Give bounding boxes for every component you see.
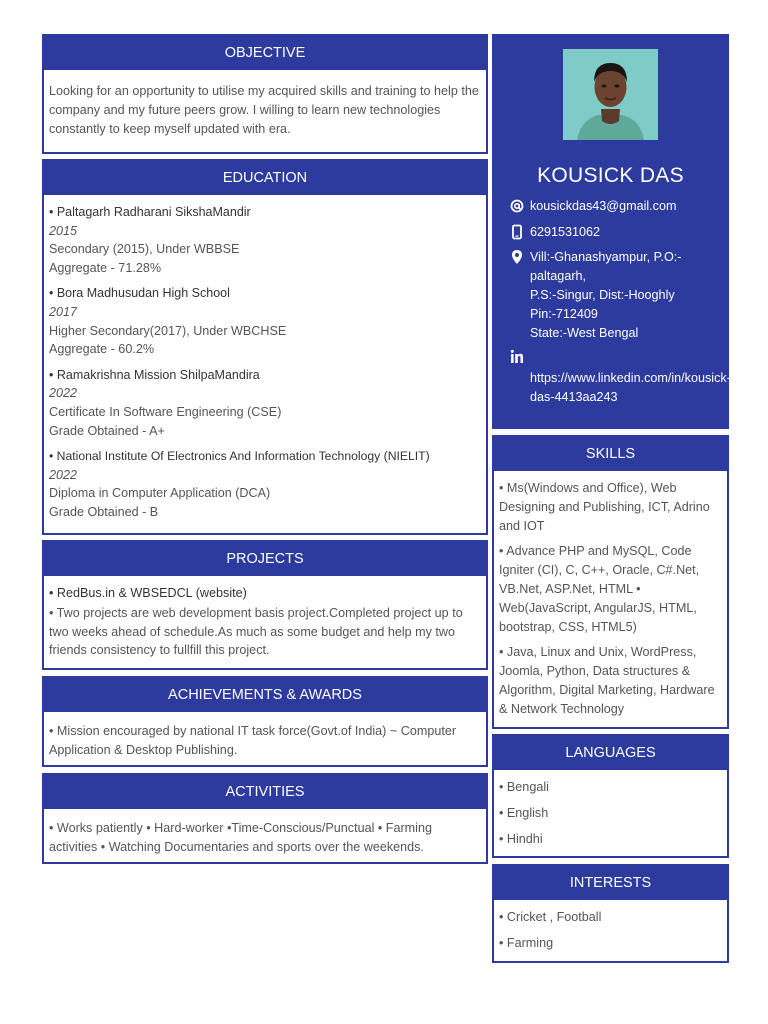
education-item [49, 203, 481, 277]
education-result: Aggregate - 71.28% [49, 260, 162, 275]
skills-section [492, 435, 729, 729]
address [530, 248, 731, 343]
project-title: • RedBus.in & WBSEDCL (website) [49, 586, 247, 600]
achievements-heading: ACHIEVEMENTS & AWARDS [44, 678, 486, 712]
address-line: Vill:-Ghanashyampur, P.O:- [530, 250, 682, 264]
education-detail: Certificate In Software Engineering (CSE) [49, 404, 282, 419]
objective-text: Looking for an opportunity to utilise my acquired skills and training to help the company and my future peers grow. I willing to learn new technologies constantly to keep myself updated with era. [49, 84, 479, 136]
interest-item: • Farming [499, 935, 554, 950]
linkedin-link[interactable]: https://www.linkedin.com/in/kousick-das-4413aa243 [530, 371, 731, 404]
education-year: 2015 [49, 223, 78, 238]
address-line: P.S:-Singur, Dist:-Hooghly [530, 287, 675, 302]
languages-list [494, 770, 727, 861]
linkedin-icon [510, 349, 524, 365]
skills-list [494, 471, 727, 732]
education-year: 2022 [49, 386, 78, 401]
achievements-text: • Mission encouraged by national IT task force(Govt.of India) ~ Computer Application & Desktop Publishing. [49, 724, 457, 757]
education-result: Grade Obtained - B [49, 504, 159, 519]
address-line: paltagarh, [530, 268, 587, 283]
person-avatar-icon [563, 49, 658, 140]
education-result: Aggregate - 60.2% [49, 342, 155, 357]
profile-panel [492, 34, 729, 429]
education-item [49, 447, 481, 521]
email-link[interactable]: kousickdas43@gmail.com [530, 199, 677, 213]
linkedin-row [510, 348, 729, 408]
achievements-section [42, 676, 488, 767]
education-school: • Paltagarh Radharani SikshaMandir [49, 205, 251, 219]
education-item [49, 284, 481, 358]
skills-heading: SKILLS [494, 437, 727, 471]
language-item: • English [499, 805, 549, 820]
education-school: • Ramakrishna Mission ShilpaMandira [49, 367, 260, 382]
interests-heading: INTERESTS [494, 866, 727, 900]
education-year: 2022 [49, 467, 78, 482]
phone-number: 6291531062 [530, 225, 601, 239]
email-row [510, 197, 729, 217]
interests-section [492, 864, 729, 963]
language-item: • Hindhi [499, 831, 543, 846]
languages-heading: LANGUAGES [494, 736, 727, 770]
language-item: • Bengali [499, 780, 549, 794]
education-detail: Diploma in Computer Application (DCA) [49, 486, 271, 501]
phone-row [510, 223, 729, 243]
address-row [510, 248, 729, 344]
education-detail: Higher Secondary(2017), Under WBCHSE [49, 323, 287, 338]
projects-section [42, 540, 488, 670]
mobile-phone-icon [510, 224, 524, 240]
education-school: • Bora Madhusudan High School [49, 286, 230, 301]
education-detail: Secondary (2015), Under WBBSE [49, 242, 240, 257]
interest-item: • Cricket , Football [499, 910, 602, 924]
education-school: • National Institute Of Electronics And Information Technology (NIELIT) [49, 449, 430, 464]
education-result: Grade Obtained - A+ [49, 423, 165, 438]
projects-heading: PROJECTS [44, 542, 486, 576]
address-line: State:-West Bengal [530, 325, 639, 340]
education-heading: EDUCATION [44, 161, 486, 195]
at-sign-icon [510, 198, 524, 214]
skill-item: • Ms(Windows and Office), Web Designing and Publishing, ICT, Adrino and IOT [499, 481, 710, 533]
skill-item: • Advance PHP and MySQL, Code Igniter (CI), C, C++, Oracle, C#.Net, VB.Net, ASP.Net, HTML • Web(JavaScript, AngularJS, HTML, bootstrap, CSS, HTML5) [499, 544, 700, 634]
location-pin-icon [510, 249, 524, 265]
skill-item: • Java, Linux and Unix, WordPress, Joomla, Python, Data structures & Algorithm, Digital Marketing, Hardware & Network Technology [499, 645, 715, 716]
education-list [44, 195, 486, 535]
languages-section [492, 734, 729, 858]
activities-text: • Works patiently • Hard-worker •Time-Conscious/Punctual • Farming activities • Watching Documentaries and sports over the weekends. [49, 821, 432, 854]
interests-list [494, 900, 727, 966]
profile-photo [563, 49, 658, 140]
address-line: Pin:-712409 [530, 306, 598, 321]
objective-heading: OBJECTIVE [44, 36, 486, 70]
education-section [42, 159, 488, 535]
activities-section [42, 773, 488, 864]
profile-name: KOUSICK DAS [537, 164, 684, 187]
education-year: 2017 [49, 304, 78, 319]
activities-heading: ACTIVITIES [44, 775, 486, 809]
project-description: • Two projects are web development basis project.Completed project up to two weeks ahead of schedule.As much as some budget and help my two friends consistency to fullfill this project. [49, 605, 463, 658]
projects-body [44, 576, 486, 666]
education-item [49, 366, 481, 440]
objective-section [42, 34, 488, 154]
